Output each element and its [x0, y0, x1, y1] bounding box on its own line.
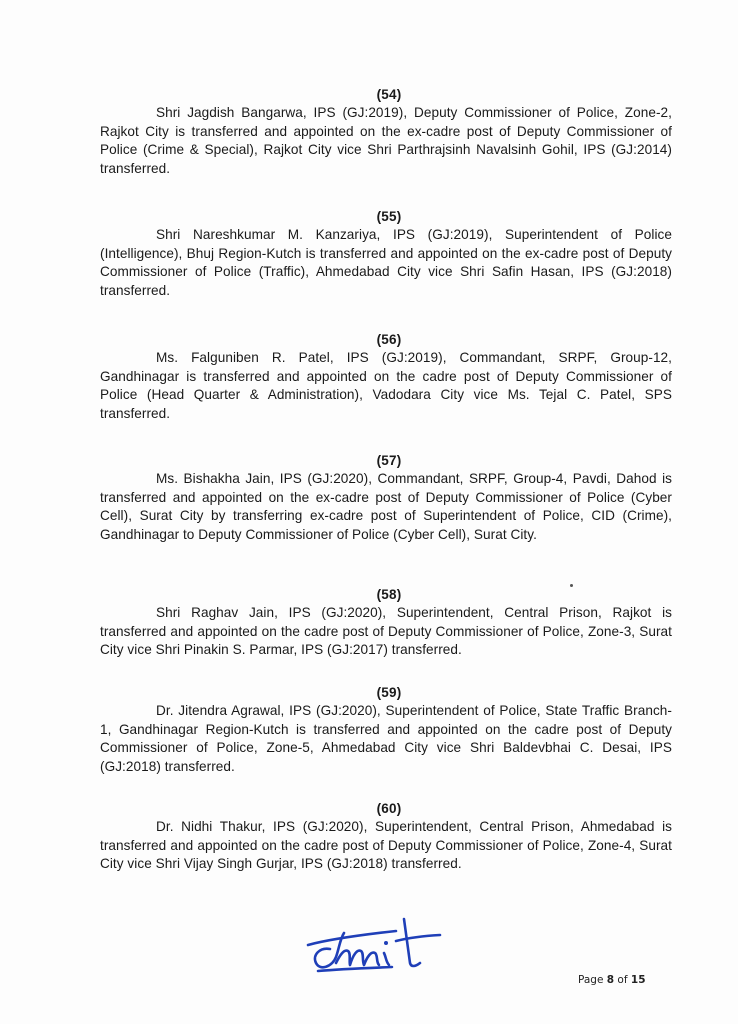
entry-57	[100, 452, 672, 544]
page-number	[578, 974, 646, 986]
entry-text: Ms. Bishakha Jain, IPS (GJ:2020), Commandant, SRPF, Group-4, Pavdi, Dahod is transferred and appointed on the ex-cadre post of Deputy Commissioner of Police (Cyber Cell), Surat City by transferring ex-cadre post of Superintendent of Police, CID (Crime), Gandhinagar to Deputy Commissioner of Police (Cyber Cell), Surat City.	[100, 471, 672, 542]
signature-text	[0, 0, 1, 1]
entry-number: (60)	[376, 801, 402, 816]
entry-text: Ms. Falguniben R. Patel, IPS (GJ:2019), Commandant, SRPF, Group-12, Gandhinagar is transferred and appointed on the cadre post of Deputy Commissioner of Police (Head Quarter & Administration), Vadodara City vice Ms. Tejal C. Patel, SPS transferred.	[100, 350, 672, 421]
entry-number: (56)	[376, 332, 402, 347]
total-pages: 15	[630, 974, 646, 986]
handwritten-signature	[300, 905, 450, 977]
entry-text: Shri Jagdish Bangarwa, IPS (GJ:2019), Deputy Commissioner of Police, Zone-2, Rajkot City is transferred and appointed on the ex-cadre post of Deputy Commissioner of Police (Crime & Special), Rajkot City vice Shri Parthrajsinh Navalsinh Gohil, IPS (GJ:2014) transferred.	[100, 105, 672, 176]
entry-60	[100, 800, 672, 874]
entry-54	[100, 86, 672, 178]
entry-number: (57)	[376, 453, 402, 468]
entry-text: Shri Nareshkumar M. Kanzariya, IPS (GJ:2019), Superintendent of Police (Intelligence), Bhuj Region-Kutch is transferred and appointed on the ex-cadre post of Deputy Commissioner of Police (Traffic), Ahmedabad City vice Shri Safin Hasan, IPS (GJ:2018) transferred.	[100, 227, 672, 298]
page-label: Page	[578, 974, 604, 986]
entry-59	[100, 684, 672, 776]
entry-number: (55)	[376, 209, 402, 224]
entry-text: Dr. Nidhi Thakur, IPS (GJ:2020), Superintendent, Central Prison, Ahmedabad is transferred and appointed on the cadre post of Deputy Commissioner of Police, Zone-4, Surat City vice Shri Vijay Singh Gurjar, IPS (GJ:2018) transferred.	[100, 819, 672, 872]
entry-number: (59)	[376, 685, 402, 700]
entry-number: (54)	[376, 87, 402, 102]
entry-number: (58)	[376, 587, 402, 602]
entry-56	[100, 331, 672, 423]
entry-55	[100, 208, 672, 300]
current-page: 8	[606, 974, 615, 986]
entry-text: Shri Raghav Jain, IPS (GJ:2020), Superintendent, Central Prison, Rajkot is transferred and appointed on the cadre post of Deputy Commissioner of Police, Zone-3, Surat City vice Shri Pinakin S. Parmar, IPS (GJ:2017) transferred.	[100, 605, 672, 658]
entry-text: Dr. Jitendra Agrawal, IPS (GJ:2020), Superintendent of Police, State Traffic Branch-1, Gandhinagar Region-Kutch is transferred and appointed on the cadre post of Deputy Commissioner of Police, Zone-5, Ahmedabad City vice Shri Baldevbhai C. Desai, IPS (GJ:2018) transferred.	[100, 703, 672, 774]
of-label: of	[617, 974, 628, 986]
entry-58	[100, 586, 672, 660]
